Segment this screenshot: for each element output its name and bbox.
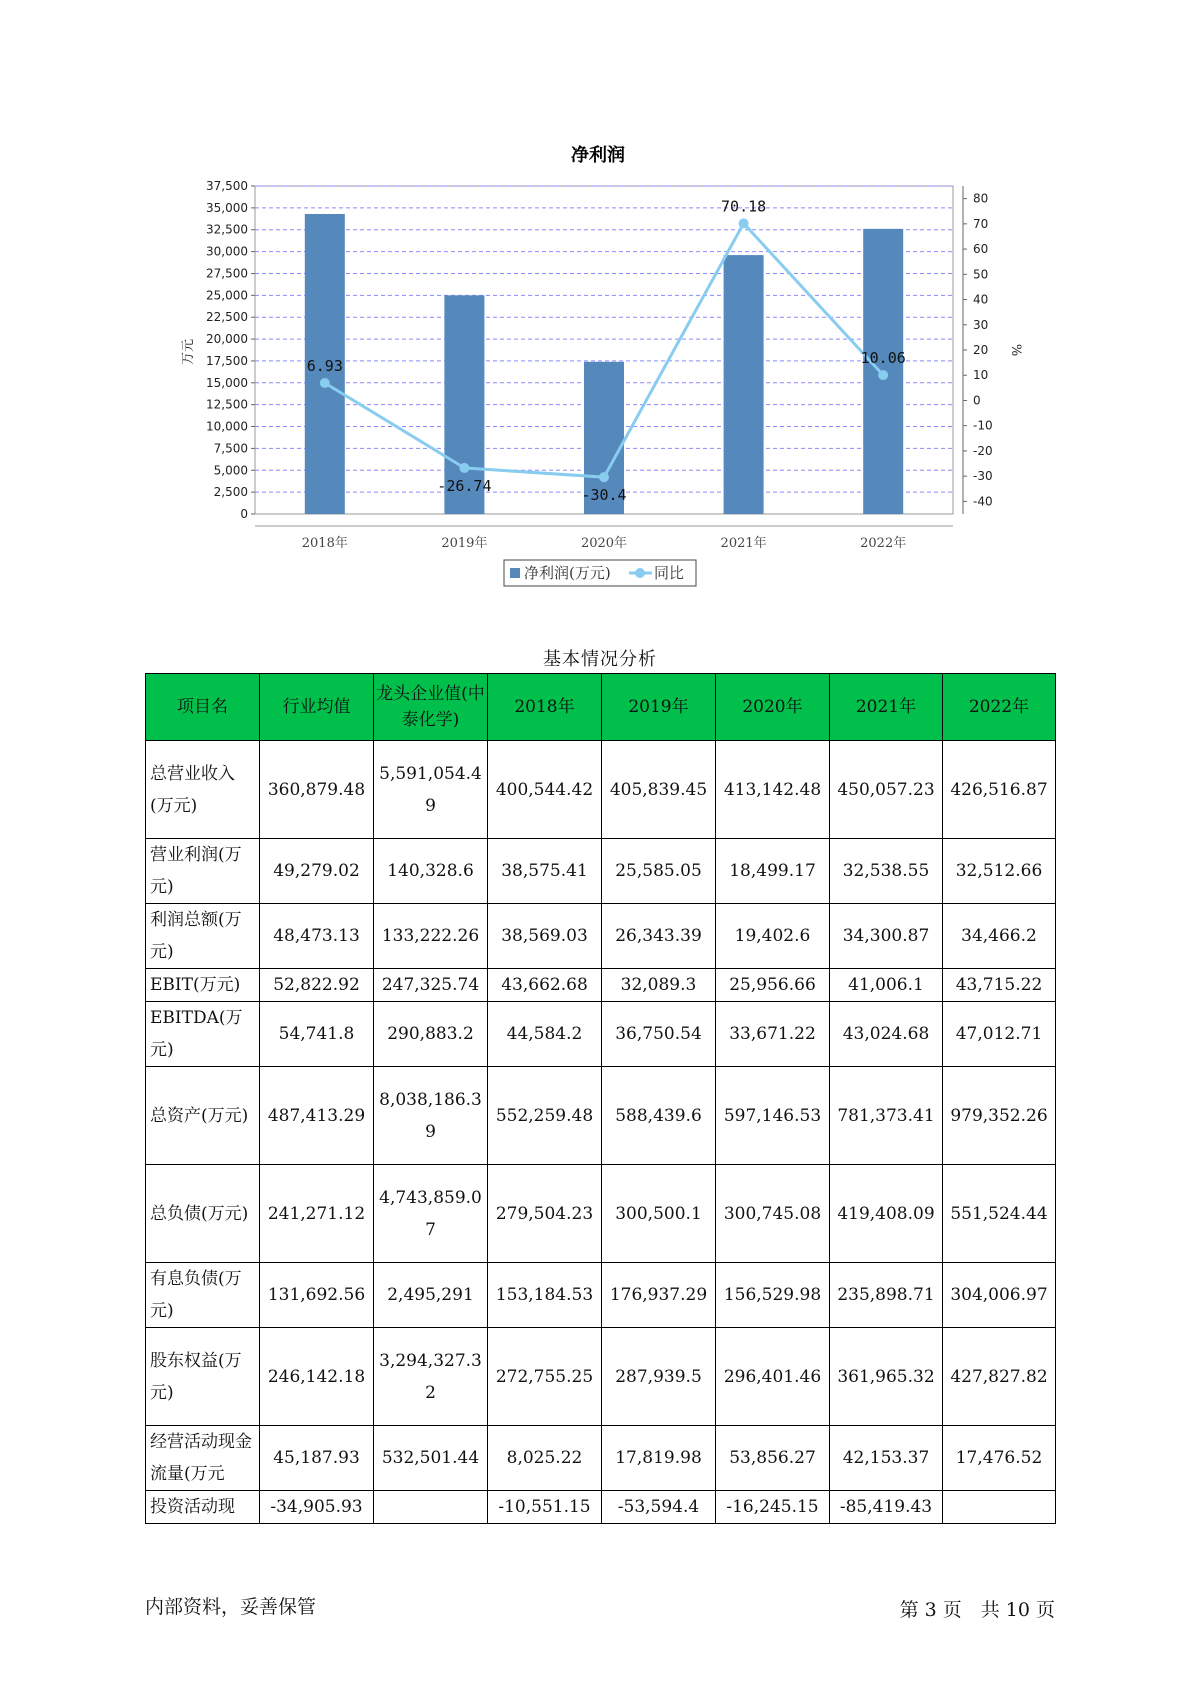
row-label: 投资活动现 [146,1491,260,1524]
table-cell: 25,585.05 [602,839,716,904]
table-row [146,1328,1056,1426]
table-cell: -10,551.15 [488,1491,602,1524]
analysis-table-wrap [145,673,1055,1524]
y-tick-label: 2,500 [213,485,248,500]
table-cell: 8,038,186.39 [374,1067,488,1165]
legend-line-marker [635,568,645,578]
table-cell: 45,187.93 [260,1426,374,1491]
table-cell: -85,419.43 [830,1491,943,1524]
table-cell: 32,512.66 [943,839,1056,904]
y-tick-label: 10,000 [206,419,248,434]
table-cell: 34,466.2 [943,904,1056,969]
table-cell: 43,024.68 [830,1002,943,1067]
legend-label-line: 同比 [654,564,685,582]
table-cell: 487,413.29 [260,1067,374,1165]
table-cell: 979,352.26 [943,1067,1056,1165]
header-cell: 项目名 [146,674,260,741]
row-label: 有息负债(万元) [146,1263,260,1328]
y2-tick-label: -30 [973,469,993,484]
y2-tick-label: 60 [973,242,989,257]
header-cell: 2020年 [716,674,830,741]
table-cell: 41,006.1 [830,969,943,1002]
y-tick-label: 7,500 [213,441,248,456]
yoy-point [459,463,469,473]
table-cell: 400,544.42 [488,741,602,839]
table-cell: 552,259.48 [488,1067,602,1165]
table-cell: 287,939.5 [602,1328,716,1426]
table-cell: 3,294,327.32 [374,1328,488,1426]
table-row [146,1426,1056,1491]
table-cell: 427,827.82 [943,1328,1056,1426]
table-row [146,904,1056,969]
y2-tick-label: 80 [973,191,989,206]
yoy-point [599,472,609,482]
table-cell: 300,745.08 [716,1165,830,1263]
table-cell: 17,476.52 [943,1426,1056,1491]
table-row [146,969,1056,1002]
table-cell: 19,402.6 [716,904,830,969]
table-cell: 532,501.44 [374,1426,488,1491]
y-tick-label: 15,000 [206,375,248,390]
table-cell: 153,184.53 [488,1263,602,1328]
table-cell: 551,524.44 [943,1165,1056,1263]
table-row [146,1067,1056,1165]
row-label: 股东权益(万元) [146,1328,260,1426]
y2-tick-label: 30 [973,317,989,332]
row-label: 总资产(万元) [146,1067,260,1165]
table-cell: 235,898.71 [830,1263,943,1328]
table-cell: 48,473.13 [260,904,374,969]
table-cell: 156,529.98 [716,1263,830,1328]
table-cell: 597,146.53 [716,1067,830,1165]
table-cell: 304,006.97 [943,1263,1056,1328]
table-cell: 44,584.2 [488,1002,602,1067]
table-row [146,1165,1056,1263]
table-cell: 33,671.22 [716,1002,830,1067]
table-cell: 296,401.46 [716,1328,830,1426]
table-cell: 360,879.48 [260,741,374,839]
y2-tick-label: -40 [973,494,993,509]
table-cell: 247,325.74 [374,969,488,1002]
table-cell: 52,822.92 [260,969,374,1002]
y-tick-label: 27,500 [206,266,248,281]
y2-tick-label: 70 [973,216,989,231]
table-row [146,741,1056,839]
table-cell: -16,245.15 [716,1491,830,1524]
x-tick-label: 2021年 [720,536,767,551]
table-cell: 419,408.09 [830,1165,943,1263]
yoy-point [878,370,888,380]
header-cell: 龙头企业值(中泰化学) [374,674,488,741]
x-tick-label: 2018年 [301,536,348,551]
yoy-point [739,218,749,228]
header-cell: 2022年 [943,674,1056,741]
table-cell: 49,279.02 [260,839,374,904]
table-caption: 基本情况分析 [543,649,657,670]
table-cell: 25,956.66 [716,969,830,1002]
table-body [146,741,1056,1524]
table-cell: 5,591,054.49 [374,741,488,839]
table-row [146,1263,1056,1328]
legend-label-bar: 净利润(万元) [524,564,611,582]
header-cell: 2021年 [830,674,943,741]
y-tick-label: 5,000 [213,463,248,478]
legend-bar-swatch [510,568,520,578]
table-cell: 450,057.23 [830,741,943,839]
table-cell [943,1491,1056,1524]
table-cell: 405,839.45 [602,741,716,839]
analysis-table [145,673,1056,1524]
data-label: -26.74 [437,476,492,495]
y-tick-label: 17,500 [206,353,248,368]
table-cell: 279,504.23 [488,1165,602,1263]
table-cell: 32,089.3 [602,969,716,1002]
table-cell: 53,856.27 [716,1426,830,1491]
data-label: 10.06 [860,349,906,368]
y2-tick-label: 0 [973,393,981,408]
table-cell: 176,937.29 [602,1263,716,1328]
header-cell: 2019年 [602,674,716,741]
table-cell: 38,575.41 [488,839,602,904]
y2-tick-label: 10 [973,368,989,383]
table-cell: 133,222.26 [374,904,488,969]
y2-tick-label: 50 [973,267,989,282]
y-tick-label: 25,000 [206,288,248,303]
row-label: 总营业收入(万元) [146,741,260,839]
table-cell: 4,743,859.07 [374,1165,488,1263]
header-cell: 2018年 [488,674,602,741]
row-label: EBITDA(万元) [146,1002,260,1067]
y-axis-title: 万元 [181,338,196,366]
table-cell: 36,750.54 [602,1002,716,1067]
table-cell: -53,594.4 [602,1491,716,1524]
data-label: 70.18 [721,197,767,216]
y2-tick-label: -20 [973,443,993,458]
table-row [146,839,1056,904]
table-cell: 413,142.48 [716,741,830,839]
table-cell: 272,755.25 [488,1328,602,1426]
y-tick-label: 12,500 [206,397,248,412]
table-cell: 131,692.56 [260,1263,374,1328]
table-cell: 300,500.1 [602,1165,716,1263]
y2-axis-title: % [1008,343,1023,357]
table-cell: -34,905.93 [260,1491,374,1524]
table-cell: 241,271.12 [260,1165,374,1263]
page-number: 第 3 页 共 10 页 [899,1599,1055,1621]
table-row [146,1491,1056,1524]
table-cell: 18,499.17 [716,839,830,904]
table-cell [374,1491,488,1524]
table-cell: 361,965.32 [830,1328,943,1426]
net-profit-chart [0,0,1191,600]
table-cell: 588,439.6 [602,1067,716,1165]
table-cell: 290,883.2 [374,1002,488,1067]
x-tick-label: 2020年 [580,536,628,551]
data-label: -30.4 [581,486,627,505]
row-label: 营业利润(万元) [146,839,260,904]
table-cell: 34,300.87 [830,904,943,969]
table-cell: 43,662.68 [488,969,602,1002]
table-row [146,1002,1056,1067]
row-label: 总负债(万元) [146,1165,260,1263]
y-tick-label: 32,500 [206,222,248,237]
table-cell: 246,142.18 [260,1328,374,1426]
table-cell: 2,495,291 [374,1263,488,1328]
y2-tick-label: -10 [973,418,993,433]
table-cell: 43,715.22 [943,969,1056,1002]
y2-tick-label: 40 [973,292,989,307]
bar [724,255,764,514]
y-tick-label: 0 [240,507,248,521]
y-tick-label: 30,000 [206,244,248,259]
table-cell: 8,025.22 [488,1426,602,1491]
y2-tick-label: 20 [973,343,989,357]
x-tick-label: 2022年 [860,536,907,551]
table-header-row [146,674,1056,741]
table-cell: 426,516.87 [943,741,1056,839]
x-tick-label: 2019年 [441,536,488,551]
chart-canvas [0,0,1191,600]
y-tick-label: 37,500 [206,179,248,193]
table-cell: 54,741.8 [260,1002,374,1067]
table-cell: 26,343.39 [602,904,716,969]
row-label: EBIT(万元) [146,969,260,1002]
confidential-note: 内部资料，妥善保管 [145,1596,317,1618]
table-cell: 17,819.98 [602,1426,716,1491]
table-cell: 47,012.71 [943,1002,1056,1067]
row-label: 经营活动现金流量(万元 [146,1426,260,1491]
header-cell: 行业均值 [260,674,374,741]
y-tick-label: 22,500 [206,310,248,325]
data-label: 6.93 [306,356,343,375]
table-cell: 781,373.41 [830,1067,943,1165]
yoy-point [320,378,330,388]
chart-title: 净利润 [571,145,625,166]
table-cell: 42,153.37 [830,1426,943,1491]
row-label: 利润总额(万元) [146,904,260,969]
y-tick-label: 35,000 [206,200,248,215]
table-cell: 38,569.03 [488,904,602,969]
y-tick-label: 20,000 [206,332,248,347]
table-cell: 140,328.6 [374,839,488,904]
table-cell: 32,538.55 [830,839,943,904]
